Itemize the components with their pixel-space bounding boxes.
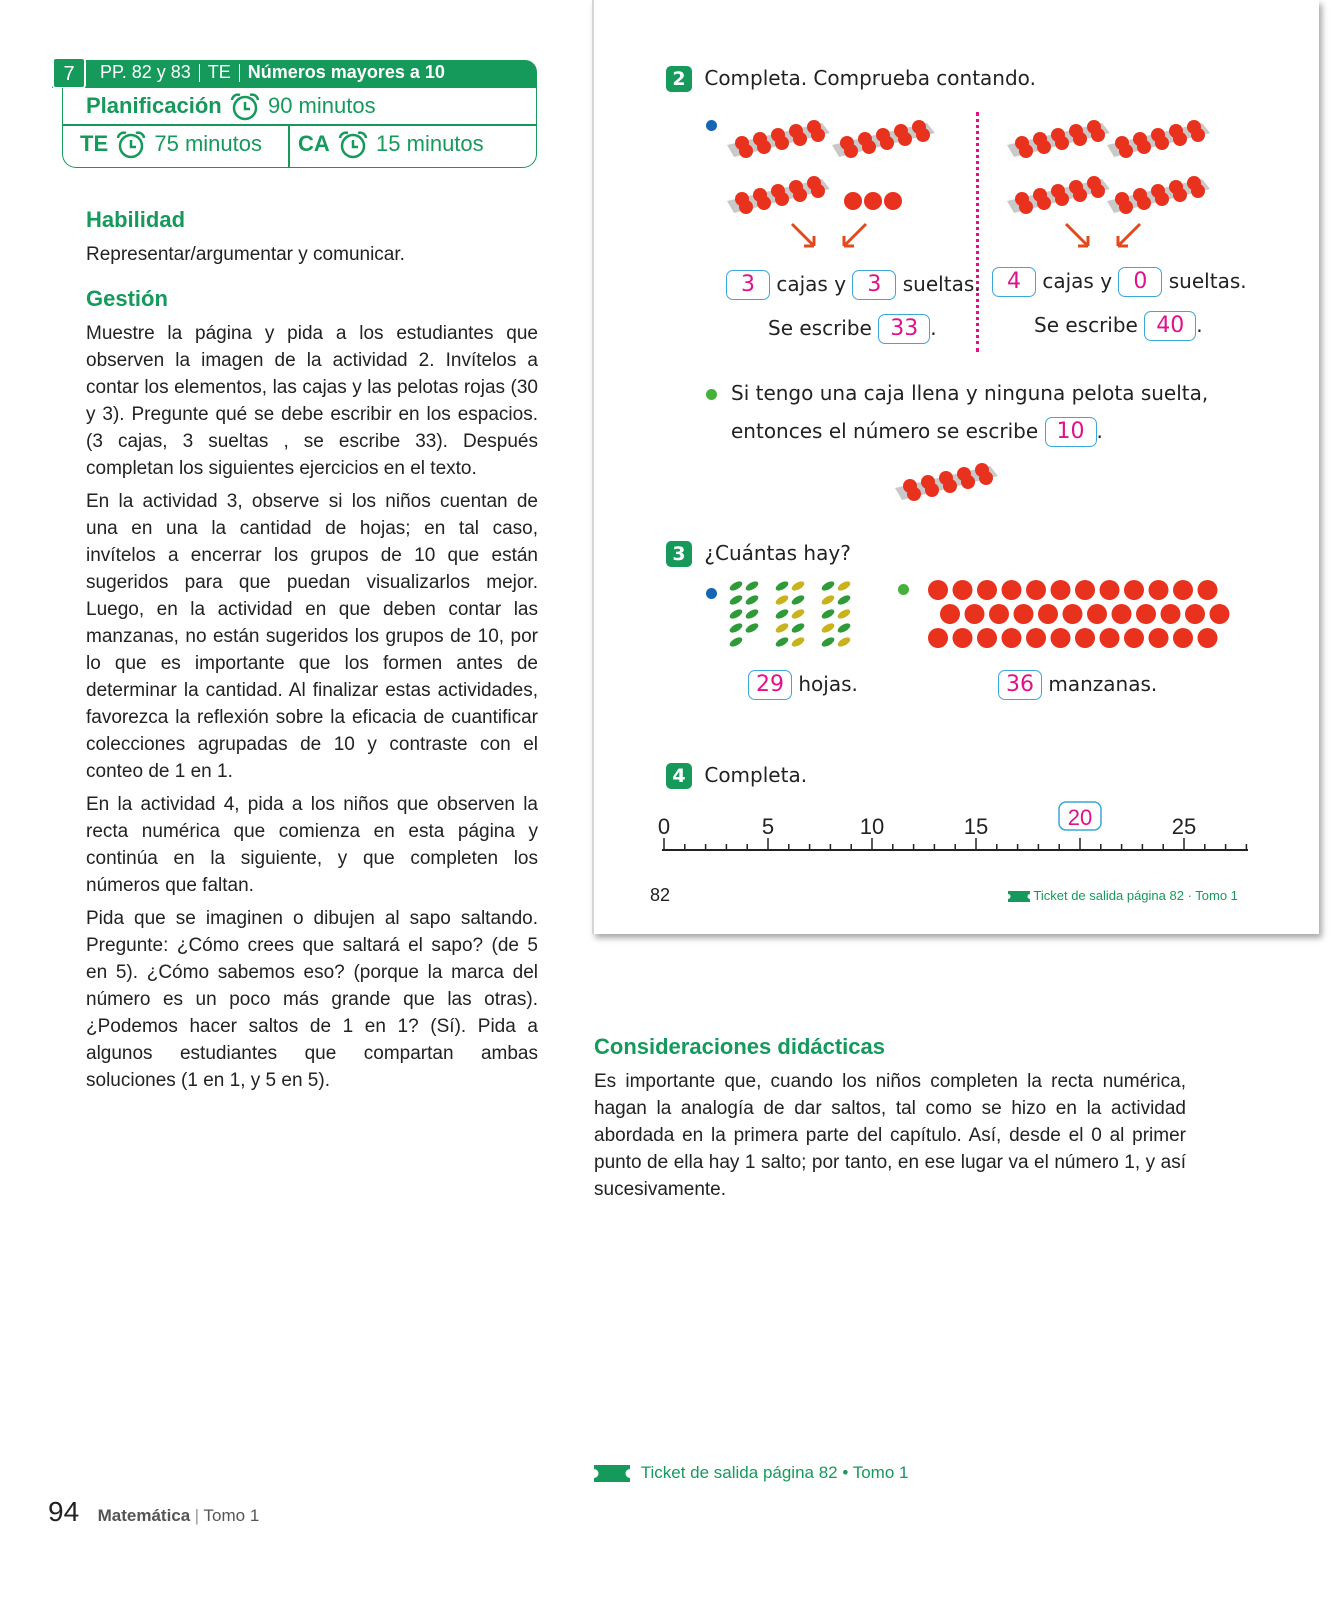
activity-number: 2 (666, 66, 692, 92)
apple-icon (1173, 580, 1193, 600)
ticket-icon (1008, 891, 1030, 902)
apple-icon (977, 628, 997, 648)
activity-4-heading (666, 763, 807, 789)
answer-row-b (992, 267, 1247, 297)
leaves-group (724, 578, 864, 650)
apples-group (924, 578, 1234, 650)
apple-icon (1149, 628, 1169, 648)
arrows-a (784, 220, 884, 256)
textbook-page (592, 0, 1319, 934)
arrows-b (1058, 220, 1158, 256)
activity-3-heading (666, 541, 851, 567)
answer-box[interactable]: 0 (1118, 267, 1162, 297)
header-divider (62, 124, 537, 126)
apple-icon (1014, 604, 1034, 624)
te-label: TE (80, 130, 109, 156)
paragraph: En la actividad 4, pida a los niños que observen la recta numérica que comienza en esta página y continúa en la siguiente, y que completen los números que faltan. (86, 794, 538, 896)
apple-icon (928, 628, 948, 648)
planning-label: Planificación (86, 92, 222, 118)
dotted-divider (976, 112, 979, 352)
apple-icon (1124, 580, 1144, 600)
answer-box[interactable]: 4 (992, 267, 1036, 297)
apple-icon (1100, 628, 1120, 648)
tick-label: 20 (1067, 805, 1093, 830)
ball-tray-icon (832, 120, 935, 158)
tick-label: 5 (761, 814, 775, 839)
activity-4-title: Completa. (704, 763, 808, 787)
answer-box[interactable]: 40 (1144, 311, 1196, 341)
ball-tray-icon (1107, 176, 1210, 214)
apple-icon (953, 580, 973, 600)
number-line-labels (658, 805, 1196, 839)
ticket-icon (594, 1465, 630, 1482)
ball-tray-icon (1107, 120, 1210, 158)
apple-icon (940, 604, 960, 624)
apple-icon (1087, 604, 1107, 624)
apple-icon (1038, 604, 1058, 624)
apple-icon (1210, 604, 1230, 624)
apple-icon (1051, 628, 1071, 648)
te-time: 75 minutos (154, 130, 262, 156)
apple-icon (1002, 628, 1022, 648)
ball-tray-icon (727, 120, 830, 158)
ca-label: CA (298, 130, 330, 156)
answer-box[interactable]: 3 (726, 270, 770, 300)
tick-label: 25 (1171, 814, 1197, 839)
gestion-body (86, 320, 538, 1094)
paragraph: Muestre la página y pida a los estudiantes que observen la imagen de la actividad 2. Invítelos a contar los elementos, las cajas y las pelotas rojas (30 y 3). Pregunte qué se debe escribir en los espacios. (3 cajas, 3 sueltas , se escribe 33). Después completan los siguientes ejercicios en el texto. (86, 323, 538, 479)
word-se-escribe: Se escribe (1034, 313, 1138, 337)
ticket-footer (594, 1463, 908, 1483)
apple-icon (1198, 628, 1218, 648)
word-cajas: cajas y (776, 272, 847, 296)
subject-name: Matemática (97, 1506, 191, 1525)
considerations-text: Es importante que, cuando los niños completen la recta numérica, hagan la analogía de dar saltos, tal como se hizo en la actividad abordada en la primera parte del capítulo. Así, desde el 0 al primer punto de ella hay 1 salto; por tanto, en ese lugar va el número 1, y así sucesivamente. (594, 1071, 1186, 1200)
alarm-clock-icon (336, 130, 370, 160)
activity-number: 3 (666, 541, 692, 567)
apple-icon (1185, 604, 1205, 624)
apple-icons (928, 580, 1230, 648)
gestion-title: Gestión (86, 286, 168, 311)
apple-icon (1124, 628, 1144, 648)
apple-icon (1002, 580, 1022, 600)
habilidad-title: Habilidad (86, 207, 186, 232)
number-line (654, 800, 1254, 860)
ticket-small (1008, 888, 1238, 903)
bullet-dot (706, 120, 717, 131)
manzanas-answer-row (998, 670, 1157, 700)
tick-label: 10 (859, 814, 885, 839)
hojas-answer-row (748, 670, 858, 700)
alarm-clock-icon (114, 130, 148, 160)
bullet-dot (706, 588, 717, 599)
tick-label: 15 (963, 814, 989, 839)
apple-icon (1026, 628, 1046, 648)
ca-row (298, 130, 484, 160)
apple-icon (965, 604, 985, 624)
apple-icon (928, 580, 948, 600)
paragraph: En la actividad 3, observe si los niños cuentan de una en una la cantidad de hojas; en tal caso, invítelos a encerrar los grupos de 10 que están sugeridos para que puedan visualizarlos mejor. Luego, en la actividad en que deben contar las manzanas, no están sugeridos los grupos de 10, por lo que es importante que los formen antes de determinar la cantidad. Al finalizar estas actividades, favorezca la reflexión sobre la eficacia de cuantificar colecciones agrupadas de 10 y contraste con el conteo de 1 en 1. (86, 491, 538, 782)
answer-box[interactable]: 36 (998, 670, 1042, 700)
apple-icon (1149, 580, 1169, 600)
activity-3-title: ¿Cuántas hay? (704, 541, 851, 565)
apple-icon (977, 580, 997, 600)
header-pages: PP. 82 y 83 (100, 62, 191, 82)
word-se-escribe: Se escribe (768, 316, 872, 340)
apple-icon (1051, 580, 1071, 600)
page-number: 94 (48, 1496, 80, 1527)
word-cajas: cajas y (1042, 269, 1113, 293)
apple-icon (1198, 580, 1218, 600)
activity-2-heading (666, 66, 1036, 92)
hojas-label: hojas. (798, 672, 858, 696)
bullet-dot (898, 584, 909, 595)
egg-trays-group-a (722, 105, 982, 220)
answer-box[interactable]: 10 (1045, 417, 1097, 447)
bullet-text-line-2: entonces el número se escribe 10 . (731, 417, 1103, 447)
word-sueltas: sueltas. (902, 272, 981, 296)
apple-icon (1112, 604, 1132, 624)
written-row-b: Se escribe 40 . (1034, 311, 1203, 341)
manzanas-label: manzanas. (1048, 672, 1158, 696)
answer-box[interactable]: 3 (852, 270, 896, 300)
apple-icon (1100, 580, 1120, 600)
header-text (100, 62, 445, 83)
ball-tray-icon (1007, 176, 1110, 214)
habilidad-text: Representar/argumentar y comunicar. (86, 244, 405, 265)
tomo-label: Tomo 1 (203, 1506, 260, 1525)
page-footer: 94 Matemática | Tomo 1 (48, 1496, 260, 1527)
number-line-ticks (664, 838, 1246, 850)
apple-icon (989, 604, 1009, 624)
ticket-small-text: Ticket de salida página 82 · Tomo 1 (1033, 888, 1238, 903)
te-row (80, 130, 262, 160)
header-title: Números mayores a 10 (247, 62, 445, 82)
bullet-text-line-1: Si tengo una caja llena y ninguna pelota suelta, (731, 381, 1209, 405)
loose-balls (844, 192, 902, 210)
ca-time: 15 minutos (376, 130, 484, 156)
apple-icon (1136, 604, 1156, 624)
apple-icon (1075, 628, 1095, 648)
apple-icon (1161, 604, 1181, 624)
ball-tray-icon (1007, 120, 1110, 158)
alarm-clock-icon (228, 92, 262, 122)
apple-icon (1173, 628, 1193, 648)
tick-label: 0 (657, 814, 671, 839)
apple-icon (1063, 604, 1083, 624)
activity-number: 4 (666, 763, 692, 789)
leaf-icons (728, 579, 852, 648)
answer-box[interactable]: 29 (748, 670, 792, 700)
answer-row-a (726, 270, 981, 300)
written-row-a: Se escribe 33 . (768, 314, 937, 344)
header-te: TE (207, 62, 231, 82)
activity-2-title: Completa. Comprueba contando. (704, 66, 1036, 90)
considerations-title: Consideraciones didácticas (594, 1034, 885, 1059)
answer-box[interactable]: 33 (878, 314, 930, 344)
ball-tray-icon (890, 448, 1005, 508)
lesson-number: 7 (52, 57, 86, 89)
apple-icon (1026, 580, 1046, 600)
planning-row (86, 92, 376, 122)
ticket-footer-text: Ticket de salida página 82 • Tomo 1 (640, 1463, 909, 1482)
planning-time: 90 minutos (267, 92, 376, 118)
word-sueltas: sueltas. (1168, 269, 1247, 293)
ball-tray-icon (727, 176, 830, 214)
paragraph: Pida que se imaginen o dibujen al sapo saltando. Pregunte: ¿Cómo crees que saltará el sapo? (de 5 en 5). ¿Cómo sabemos eso? (porque la marca del número es un poco más grande que las otras). ¿Podemos hacer saltos de 1 en 1? (Sí). Pida a algunos estudiantes que compartan ambas soluciones (1 en 1, y 5 en 5). (86, 908, 538, 1091)
bullet-dot (706, 389, 717, 400)
header-vertical-divider (288, 125, 290, 167)
apple-icon (953, 628, 973, 648)
bullet-text-2: entonces el número se escribe (731, 419, 1039, 443)
apple-icon (1075, 580, 1095, 600)
egg-trays-group-b (1002, 105, 1217, 220)
book-page-number: 82 (650, 885, 671, 905)
